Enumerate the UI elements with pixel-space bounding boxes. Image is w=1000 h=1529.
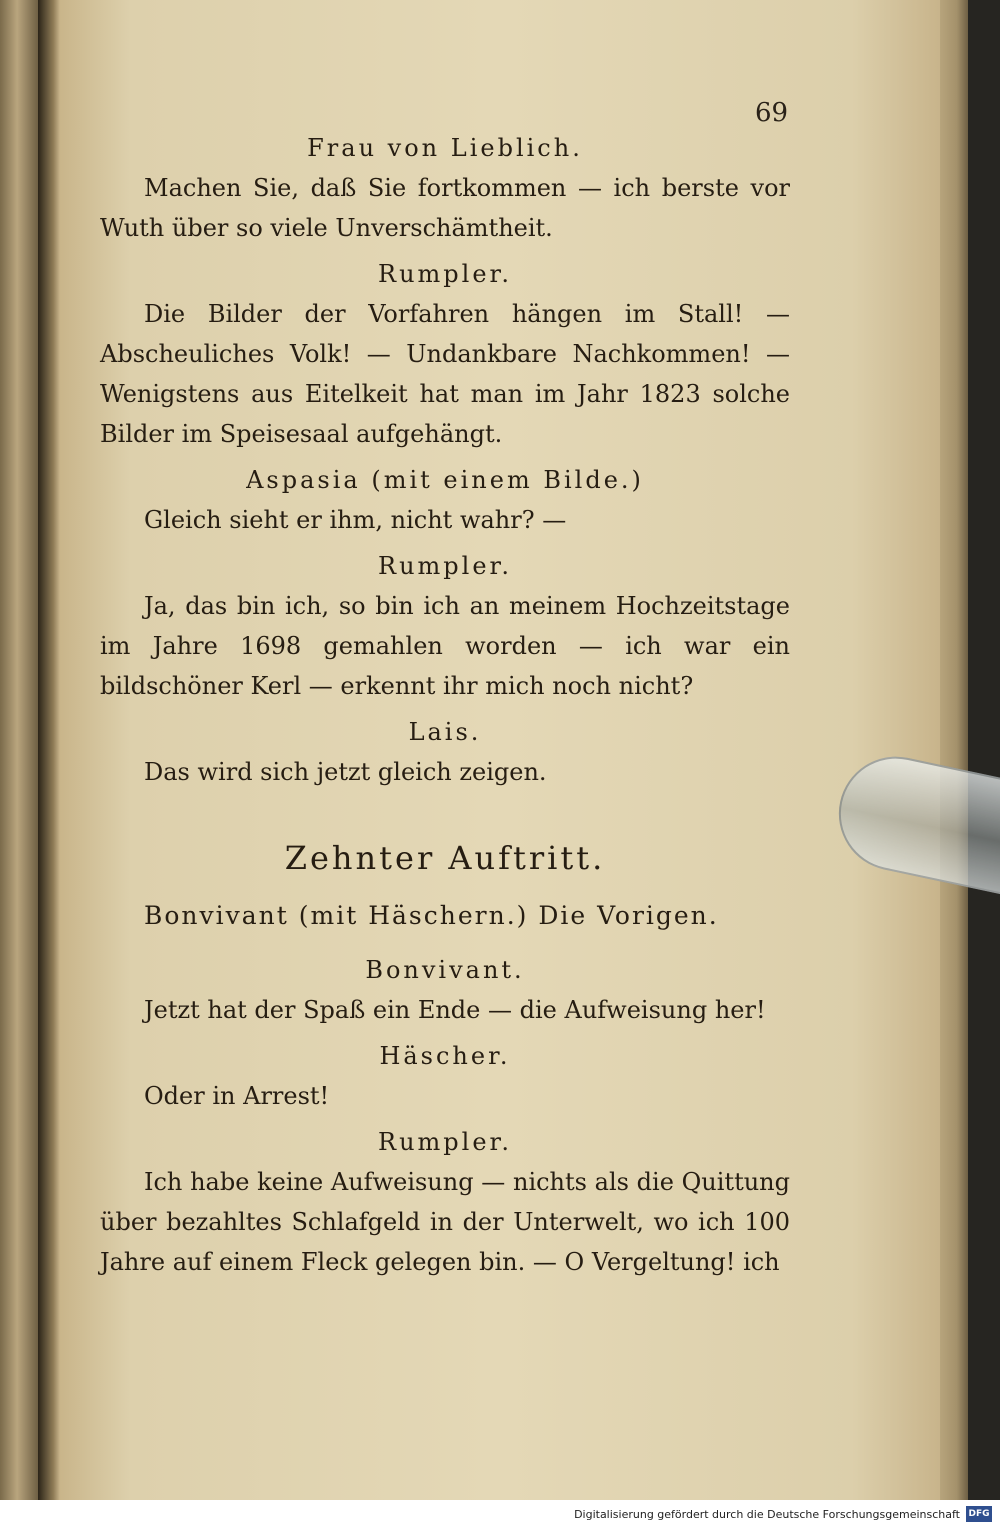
dialogue-paragraph: Ja, das bin ich, so bin ich an meinem Hochzeitstage im Jahre 1698 gemahlen worden — ich war ein bildschöner Kerl — erkennt ihr mich noch nicht? [100,592,790,700]
speaker-name: Bonvivant. [365,956,525,984]
speaker-name: Rumpler. [378,552,512,580]
dialogue-paragraph: Jetzt hat der Spaß ein Ende — die Aufweisung her! [144,996,766,1024]
dialogue-paragraph: Oder in Arrest! [144,1082,330,1110]
dialogue-paragraph: Gleich sieht er ihm, nicht wahr? — [144,506,567,534]
book-gutter [38,0,60,1500]
stage-direction: Bonvivant (mit Häschern.) Die Vorigen. [144,901,719,930]
speaker-name: Rumpler. [378,260,512,288]
dialogue-paragraph: Machen Sie, daß Sie fortkommen — ich berste vor Wuth über so viele Unverschämtheit. [100,174,790,242]
funding-notice: Digitalisierung gefördert durch die Deutsche Forschungsgemeinschaft [574,1508,960,1521]
speaker-name: Rumpler. [378,1128,512,1156]
scan-background [968,0,1000,1500]
page-text [100,122,790,1282]
speaker-name: Frau von Lieblich. [307,134,583,162]
scene-title: Zehnter Auftritt. [284,839,606,877]
dfg-logo-icon: DFG [966,1506,992,1522]
speaker-name: Aspasia (mit einem Bilde.) [246,466,644,494]
facing-page-edge [0,0,38,1500]
page-edges [940,0,968,1500]
dialogue-paragraph: Die Bilder der Vorfahren hängen im Stall! — Abscheuliches Volk! — Undankbare Nachkommen! — Wenigstens aus Eitelkeit hat man im Jahr 1823 solche Bilder im Speisesaal aufgehängt. [100,300,790,448]
dialogue-paragraph: Ich habe keine Aufweisung — nichts als die Quittung über bezahltes Schlafgeld in der Unterwelt, wo ich 100 Jahre auf einem Fleck gelegen bin. — O Vergeltung! ich [100,1168,790,1276]
speaker-name: Häscher. [379,1042,511,1070]
dialogue-paragraph: Das wird sich jetzt gleich zeigen. [144,758,547,786]
speaker-name: Lais. [408,718,482,746]
page-number: 69 [755,98,789,128]
